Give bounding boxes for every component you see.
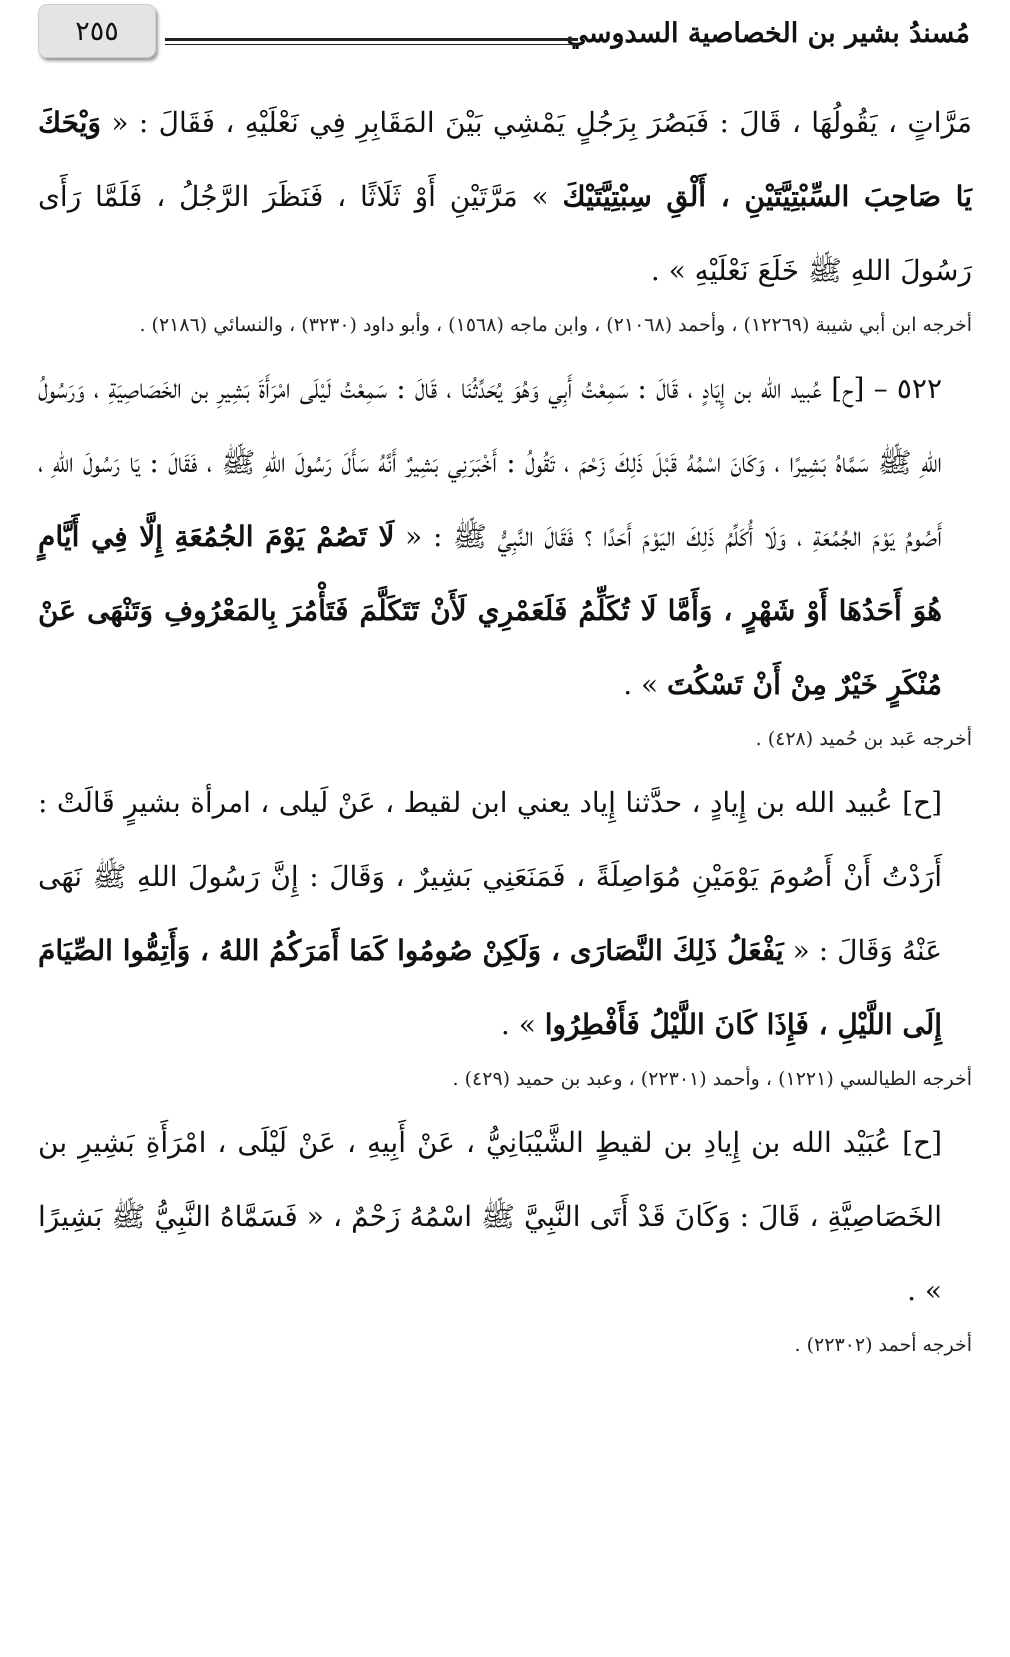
page-content <box>38 86 972 1372</box>
hadith-text: » . <box>500 1008 545 1041</box>
takhrij-note: أخرجه ابن أبي شيبة (١٢٢٦٩) ، وأحمد (٢١٠٦٨) ، وابن ماجه (١٥٦٨) ، وأبو داود (٣٢٣٠) ، والنسائي (٢١٨٦) . <box>139 314 972 336</box>
prophetic-saying: يَفْعَلُ ذَلِكَ النَّصَارَى ، وَلَكِنْ صُومُوا كَمَا أَمَرَكُمُ اللهُ ، وَأَتِمُّوا الصِّيَامَ إِلَى اللَّيْلِ ، فَإِذَا كَانَ اللَّيْلُ فَأَفْطِرُوا <box>38 934 942 1041</box>
page-header <box>0 0 1010 64</box>
takhrij-note: أخرجه عَبد بن حُميد (٤٢٨) . <box>755 728 972 750</box>
hadith-paragraph <box>38 352 972 722</box>
prophetic-saying: لَا تَصُمْ يَوْمَ الجُمُعَةِ إِلَّا فِي أَيَّامٍ هُوَ أَحَدُهَا أَوْ شَهْرٍ ، وَأَمَّا لَا تُكَلِّمُ فَلَعَمْرِي لَأَنْ تَتَكَلَّمَ فَتَأْمُرَ بِالمَعْرُوفِ وَتَنْهَى عَنْ مُنْكَرٍ خَيْرٌ مِنْ أَنْ تَسْكُتَ <box>38 520 942 701</box>
hadith-text: » مَرَّتَيْنِ أَوْ ثَلَاثًا ، فَنَظَرَ الرَّجُلُ ، فَلَمَّا رَأَى رَسُولَ اللهِ ﷺ خَلَعَ نَعْلَيْهِ » . <box>38 180 972 287</box>
header-rule <box>165 38 578 45</box>
hadith-text: [ح] عُبَيْد الله بن إِيادِ بن لقيطٍ الشَّيْبَانِيُّ ، عَنْ أَبِيهِ ، عَنْ لَيْلَى ، امْرَأَةِ بَشِيرِ بن الخَصَاصِيَّةِ ، قَالَ : وَكَانَ قَدْ أَتَى النَّبِيَّ ﷺ اسْمُهُ زَحْمٌ ، « فَسَمَّاهُ النَّبِيُّ ﷺ بَشِيرًا » . <box>38 1126 942 1307</box>
hadith-paragraph <box>38 766 972 1062</box>
hadith-text: » . <box>623 668 668 701</box>
hadith-paragraph <box>38 1106 972 1328</box>
prophetic-saying: وَيْحَكَ يَا صَاحِبَ السِّبْتِيَّتَيْنِ ، أَلْقِ سِبْتِيَّتَيْكَ <box>38 106 973 213</box>
page-number: ٢٥٥ <box>38 4 156 58</box>
takhrij-note: أخرجه أحمد (٢٢٣٠٢) . <box>794 1334 972 1356</box>
hadith-text: ٥٢٢ – [ح] عُبيد الله بن إِيَادٍ ، قَالَ : سَمِعْتُ أَبِي وَهُوَ يُحَدِّثُنَا ، قَالَ : سَمِعْتُ لَيْلَى امْرَأَةَ بَشِيرِ بن الخَصَاصِيَةِ ، وَرَسُولُ اللهِ ﷺ سَمَّاهُ بَشِيرًا ، وَكَانَ اسْمُهُ قَبْلَ ذَلِكَ زَحْمَ ، تَقُولُ : أَخْبَرَنِي بَشِيرٌ أَنَّهُ سَأَلَ رَسُولَ اللهِ ﷺ ، فَقَالَ : يَا رَسُولَ اللهِ ، أَصُومُ يَوْمَ الجُمُعَةِ ، وَلَا أُكَلِّمُ ذَلِكَ اليَوْمَ أَحَدًا ؟ فَقَالَ النَّبِيُّ ﷺ : « <box>38 372 943 553</box>
hadith-text: مَرَّاتٍ ، يَقُولُهَا ، قَالَ : فَبَصُرَ بِرَجُلٍ يَمْشِي بَيْنَ المَقَابِرِ فِي نَعْلَيْهِ ، فَقَالَ : « <box>101 106 972 139</box>
hadith-text: [ح] عُبيد الله بن إِيادٍ ، حدَّثنا إِياد يعني ابن لقيط ، عَنْ لَيلى ، امرأة بشيرٍ قَالَتْ : أَرَدْتُ أَنْ أَصُومَ يَوْمَيْنِ مُوَاصِلَةً ، فَمَنَعَنِي بَشِيرٌ ، وَقَالَ : إِنَّ رَسُولَ اللهِ ﷺ نَهَى عَنْهُ وَقَالَ : « <box>38 786 942 967</box>
hadith-paragraph <box>38 86 972 308</box>
running-title: مُسندُ بشير بن الخصاصية السدوسي <box>566 18 970 49</box>
takhrij-note: أخرجه الطيالسي (١٢٢١) ، وأحمد (٢٢٣٠١) ، وعبد بن حميد (٤٢٩) . <box>452 1068 972 1090</box>
